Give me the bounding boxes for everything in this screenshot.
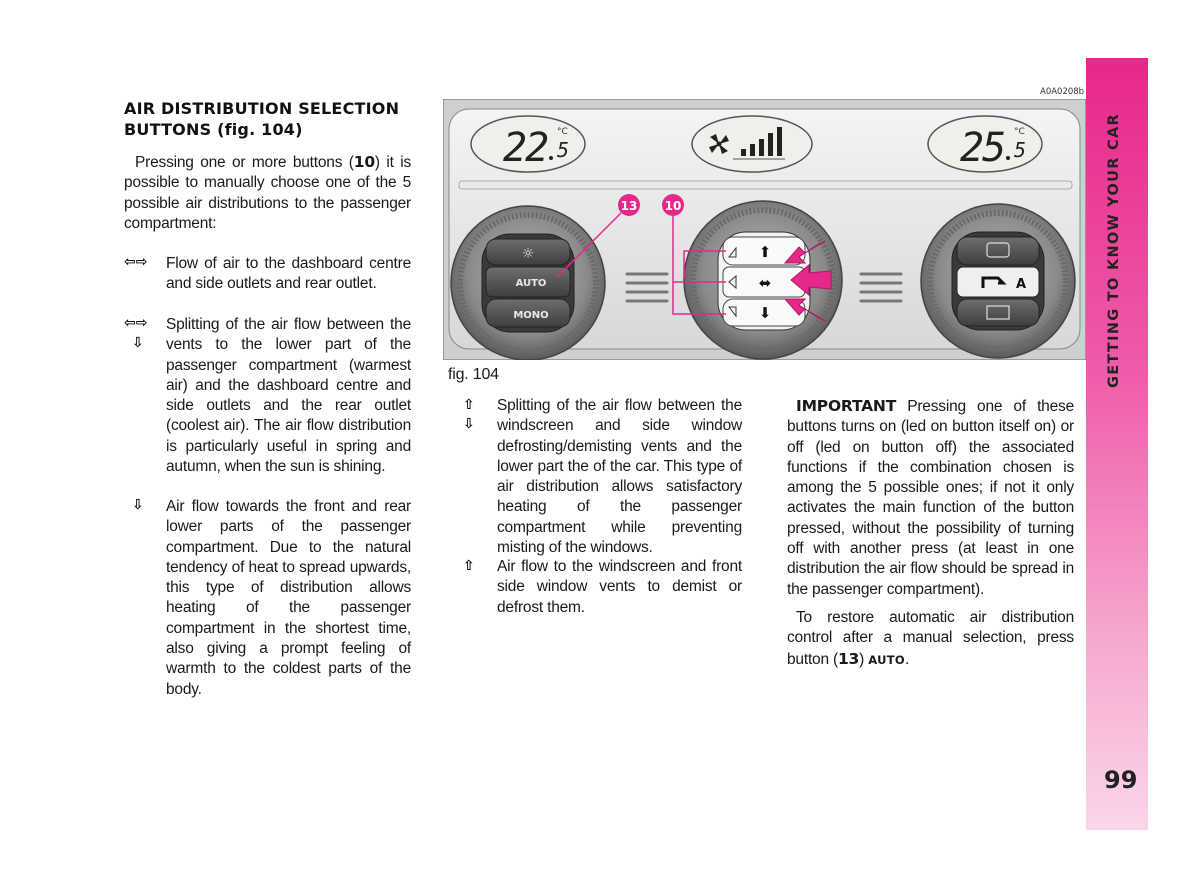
item-text: Splitting of the air flow between the vents to the lower part of the passenger compartment (warmest air) and the dashboard centre and side outlets and the rear outlet (coolest air). The air flow distribution is particularly useful in spring and autumn, when the sun is shining. bbox=[166, 316, 411, 476]
arrow-down-icon: ⬇ bbox=[758, 304, 772, 322]
left-temp-value: 22 bbox=[503, 125, 548, 171]
arrow-down-icon: ⇩ bbox=[132, 335, 144, 351]
right-temp-value: 25 bbox=[960, 125, 1005, 171]
button-ref-13: 13 bbox=[837, 649, 860, 668]
arrow-up-icon: ⇧ bbox=[463, 558, 475, 574]
sun-icon: ☼ bbox=[521, 246, 535, 262]
arrow-down-icon: ⇩ bbox=[463, 416, 475, 432]
climate-control-figure bbox=[443, 99, 1086, 360]
restore-paragraph: To restore automatic air distribution control after a manual selection, press button (13) AUTO. bbox=[787, 609, 1074, 668]
arrow-up-icon: ⇧ bbox=[463, 397, 475, 413]
auto-button-label: AUTO bbox=[515, 278, 547, 289]
chapter-title: GETTING TO KNOW YOUR CAR bbox=[1106, 113, 1122, 388]
section-heading bbox=[124, 98, 424, 140]
figure-caption: fig. 104 bbox=[448, 366, 499, 383]
arrows-left-right-icon: ⇦⇨ bbox=[124, 315, 148, 331]
heading-line-2: BUTTONS (fig. 104) bbox=[124, 120, 303, 139]
arrows-left-right-icon: ⇦⇨ bbox=[124, 254, 148, 270]
auto-ref: AUTO bbox=[868, 652, 905, 667]
figure-code: A0A0208b bbox=[1040, 87, 1085, 97]
recirc-auto-label: A bbox=[1016, 277, 1027, 292]
heading-line-1: AIR DISTRIBUTION SELECTION bbox=[124, 99, 400, 118]
arrows-left-right-icon: ⬌ bbox=[758, 274, 772, 292]
intro-paragraph: Pressing one or more buttons (10) it is possible to manually choose one of the 5 possible air distributions to the passenger compartment: bbox=[124, 153, 411, 232]
svg-text:5: 5 bbox=[557, 138, 570, 162]
important-label: IMPORTANT bbox=[796, 397, 897, 415]
svg-text:5: 5 bbox=[1014, 138, 1027, 162]
page-number: 99 bbox=[1104, 766, 1138, 794]
item-text: Air flow towards the front and rear lower parts of the passenger compartment. Due to the natural tendency of heat to spread upwards, this type of distribution allows heating of the passenger compartment in the shortest time, also giving a prompt feeling of warmth to the coldest parts of the body. bbox=[166, 498, 411, 698]
item-text: Flow of air to the dashboard centre and side outlets and rear outlet. bbox=[166, 255, 411, 293]
mono-button-label: MONO bbox=[513, 310, 549, 321]
left-knob bbox=[451, 206, 605, 360]
svg-text:°C: °C bbox=[1014, 127, 1025, 137]
important-paragraph: IMPORTANT Pressing one of these buttons turns on (led on button itself on) or off (led on button off) the associated functions if the combination chosen is among the 5 possible ones; if not it only activates the main function of the button pressed, without the possibility of turning off with another press (at least in one distribution the air flow should be spread in the passenger compartment). bbox=[787, 397, 1074, 598]
item-text: Splitting of the air flow between the windscreen and side window defrosting/demisting vents and the lower part the of the car. This type of air distribution allows satisfactory heating of the passenger compartment while preventing misting of the windows. bbox=[497, 397, 742, 557]
arrow-down-icon: ⇩ bbox=[132, 497, 144, 513]
item-text: Air flow to the windscreen and front side window vents to demist or defrost them. bbox=[497, 558, 742, 616]
svg-text:°C: °C bbox=[557, 127, 568, 137]
right-knob bbox=[921, 204, 1075, 358]
button-ref-10: 10 bbox=[353, 153, 375, 171]
svg-text:10: 10 bbox=[664, 199, 682, 213]
arrow-up-icon: ⬆ bbox=[758, 243, 772, 261]
svg-text:13: 13 bbox=[620, 199, 638, 213]
